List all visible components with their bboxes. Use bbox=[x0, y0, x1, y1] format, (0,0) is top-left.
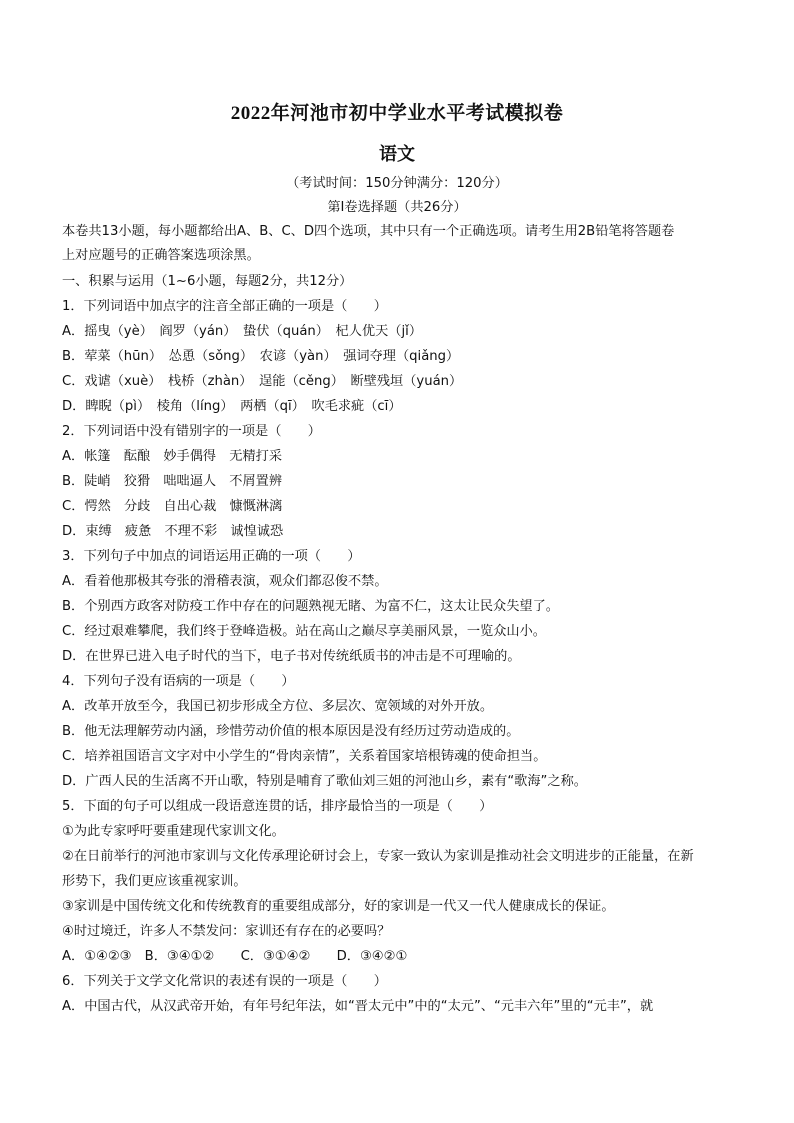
question-5-sentence-2-cont: 形势下，我们更应该重视家训。 bbox=[62, 874, 247, 889]
exam-title: 2022年河池市初中学业水平考试模拟卷 bbox=[230, 103, 564, 124]
question-5-sentence-3: ③家训是中国传统文化和传统教育的重要组成部分，好的家训是一代又一代人健康成长的保证。 bbox=[62, 899, 615, 914]
question-1-option-b: B．荤菜（hūn） 怂恿（sǒng） 农谚（yàn） 强词夺理（qiǎng） bbox=[62, 349, 460, 364]
question-1-option-a: A．摇曳（yè） 阎罗（yán） 蛰伏（quán） 杞人优天（jǐ） bbox=[62, 324, 423, 339]
question-2-stem: 2．下列词语中没有错别字的一项是（ ） bbox=[62, 424, 321, 439]
question-1-option-d: D．睥睨（pì） 棱角（líng） 两栖（qī） 吹毛求疵（cī） bbox=[62, 399, 402, 414]
question-5-sentence-4: ④时过境迁，许多人不禁发问：家训还有存在的必要吗？ bbox=[62, 924, 391, 939]
question-5-sentence-2: ②在日前举行的河池市家训与文化传承理论研讨会上，专家一致认为家训是推动社会文明进步的正能量，在新 bbox=[62, 849, 694, 864]
subject-title: 语文 bbox=[379, 144, 415, 164]
question-5-choices: A．①④②③ B．③④①② C．③①④② D．③④②① bbox=[62, 949, 408, 964]
question-5-sentence-1: ①为此专家呼吁要重建现代家训文化。 bbox=[62, 824, 285, 839]
question-3-option-b: B．个别西方政客对防疫工作中存在的问题熟视无睹、为富不仁，这太让民众失望了。 bbox=[62, 599, 559, 614]
question-3-option-d: D．在世界已进入电子时代的当下，电子书对传统纸质书的冲击是不可理喻的。 bbox=[62, 649, 521, 664]
question-4-option-c: C．培养祖国语言文字对中小学生的“骨肉亲情”，关系着国家培根铸魂的使命担当。 bbox=[62, 749, 547, 764]
part-title: 第Ⅰ卷选择题（共26分） bbox=[327, 200, 467, 215]
question-3-stem: 3．下列句子中加点的词语运用正确的一项（ ） bbox=[62, 549, 361, 564]
instructions-line-2: 上对应题号的正确答案选项涂黑。 bbox=[62, 248, 260, 263]
question-2-option-a: A．帐篷 酝酿 妙手偶得 无精打采 bbox=[62, 449, 283, 464]
question-1-option-c: C．戏谑（xuè） 栈桥（zhàn） 逞能（cěng） 断壁残垣（yuán） bbox=[62, 374, 463, 389]
instructions-line-1: 本卷共13小题，每小题都给出A、B、C、D四个选项，其中只有一个正确选项。请考生用2B铅笔将答题卷 bbox=[62, 224, 675, 239]
exam-info: （考试时间：150分钟满分：120分） bbox=[286, 176, 508, 191]
question-6-option-a: A．中国古代，从汉武帝开始，有年号纪年法，如“晋太元中”中的“太元”、“元丰六年”里的“元丰”，就 bbox=[62, 999, 654, 1014]
question-2-option-c: C．愕然 分歧 自出心裁 慷慨淋漓 bbox=[62, 499, 283, 514]
question-3-option-a: A．看着他那极其夸张的滑稽表演，观众们都忍俊不禁。 bbox=[62, 574, 388, 589]
question-4-option-a: A．改革开放至今，我国已初步形成全方位、多层次、宽领域的对外开放。 bbox=[62, 699, 494, 714]
question-5-stem: 5．下面的句子可以组成一段语意连贯的话，排序最恰当的一项是（ ） bbox=[62, 799, 493, 814]
question-4-option-d: D．广西人民的生活离不开山歌，特别是哺育了歌仙刘三姐的河池山乡，素有“歌海”之称。 bbox=[62, 774, 587, 789]
question-2-option-b: B．陡峭 狡猾 咄咄逼人 不屑置辨 bbox=[62, 474, 283, 489]
question-3-option-c: C．经过艰难攀爬，我们终于登峰造极。站在高山之巅尽享美丽风景，一览众山小。 bbox=[62, 624, 546, 639]
question-1-stem: 1．下列词语中加点字的注音全部正确的一项是（ ） bbox=[62, 299, 387, 314]
question-4-option-b: B．他无法理解劳动内涵，珍惜劳动价值的根本原因是没有经历过劳动造成的。 bbox=[62, 724, 520, 739]
question-6-stem: 6．下列关于文学文化常识的表述有误的一项是（ ） bbox=[62, 974, 387, 989]
section-heading: 一、积累与运用（1~6小题，每题2分，共12分） bbox=[62, 274, 353, 289]
question-2-option-d: D．束缚 疲惫 不理不彩 诚惶诚恐 bbox=[62, 524, 284, 539]
question-4-stem: 4．下列句子没有语病的一项是（ ） bbox=[62, 674, 295, 689]
